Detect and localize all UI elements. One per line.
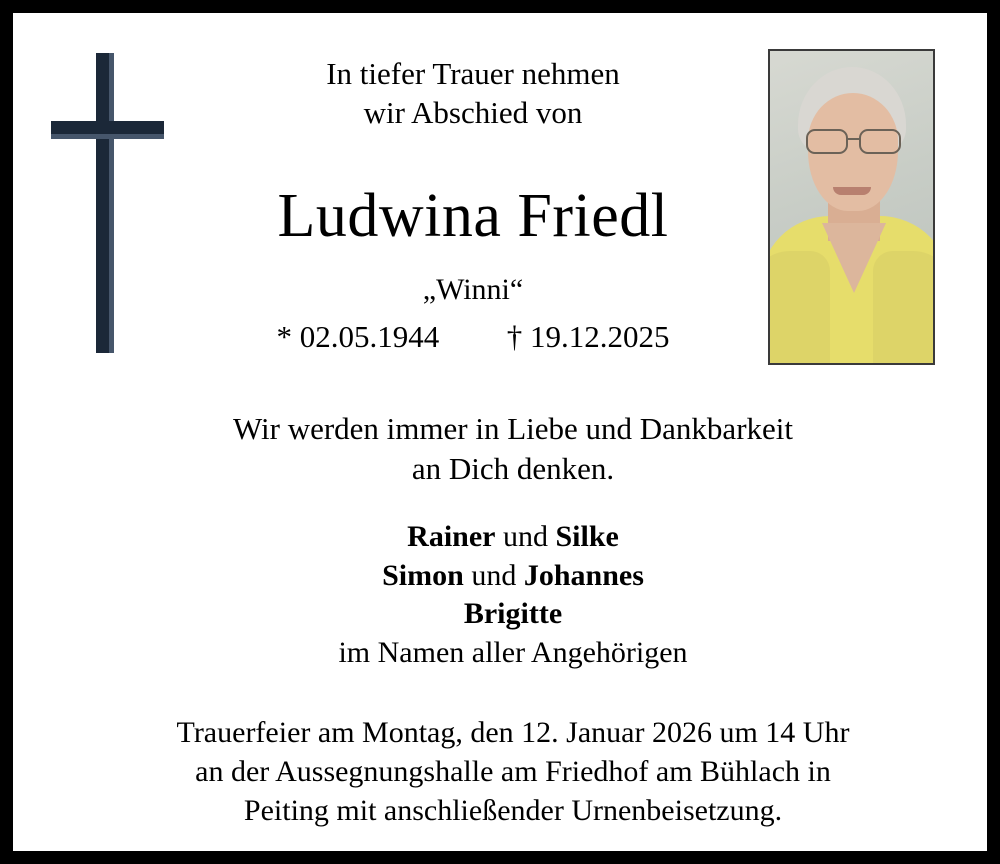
service-details	[53, 713, 973, 830]
life-dates	[163, 319, 783, 355]
deceased-name: Ludwina Friedl	[277, 182, 669, 250]
service-line-2: an der Aussegnungshalle am Friedhof am Bühlach in	[195, 755, 831, 788]
family-name-rainer: Rainer	[407, 520, 496, 553]
memory-text	[73, 409, 953, 488]
service-line-1: Trauerfeier am Montag, den 12. Januar 2026 um 14 Uhr	[176, 716, 850, 749]
family-line-1	[73, 518, 953, 557]
cross-icon	[51, 53, 161, 373]
memory-line-1: Wir werden immer in Liebe und Dankbarkeit	[233, 411, 793, 446]
family-line-3	[73, 595, 953, 634]
family-line-2	[73, 557, 953, 596]
service-line-3: Peiting mit anschließender Urnenbeisetzung.	[243, 794, 783, 827]
family-names	[73, 518, 953, 673]
death-date: † 19.12.2025	[506, 319, 670, 354]
lead-line-1: In tiefer Trauer nehmen	[326, 56, 620, 91]
family-name-silke: Silke	[555, 520, 619, 553]
deceased-nickname: „Winni“	[422, 273, 524, 306]
family-conjunction-2: und	[471, 558, 517, 592]
birth-date: * 02.05.1944	[276, 319, 440, 354]
family-name-brigitte: Brigitte	[463, 597, 563, 631]
memory-line-2: an Dich denken.	[411, 450, 615, 486]
family-name-johannes: Johannes	[523, 558, 644, 592]
family-line-4: im Namen aller Angehörigen	[338, 636, 688, 670]
lead-line-2: wir Abschied von	[363, 94, 583, 130]
family-name-simon: Simon	[382, 558, 464, 592]
portrait-photo	[768, 49, 935, 365]
lead-text	[173, 55, 773, 133]
family-conjunction-1: und	[502, 520, 548, 553]
